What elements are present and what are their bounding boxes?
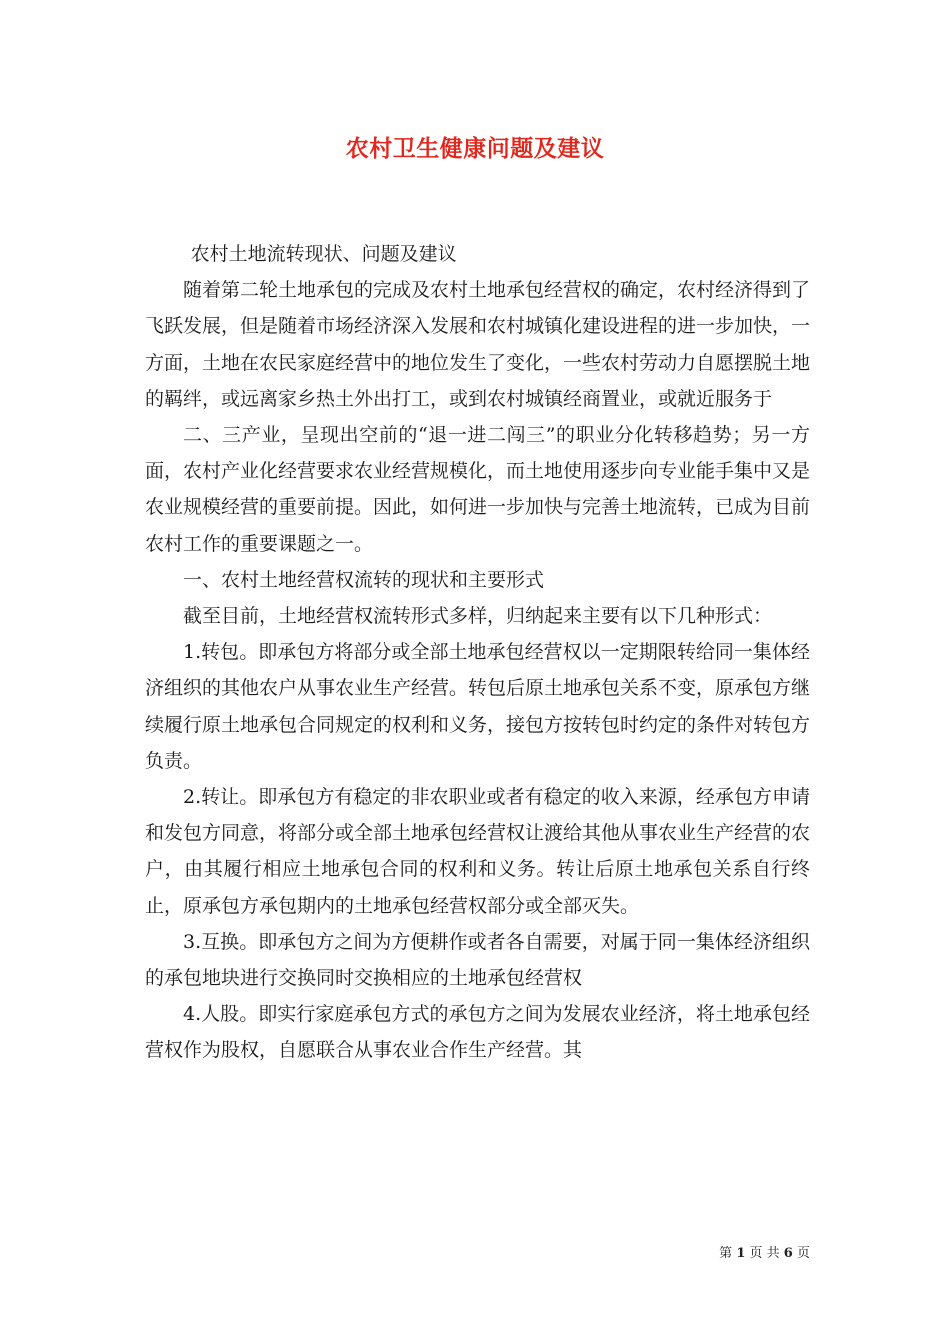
list-item: 4.人股。即实行家庭承包方式的承包方之间为发展农业经济，将土地承包经营权作为股权，自愿联合从事农业合作生产经营。其 bbox=[145, 1003, 810, 1062]
document-title: 农村卫生健康问题及建议 bbox=[345, 135, 605, 162]
subtitle-paragraph: 农村土地流转现状、问题及建议 bbox=[190, 243, 457, 265]
body-paragraph: 随着第二轮土地承包的完成及农村土地承包经营权的确定，农村经济得到了飞跃发展，但是随着市场经济深入发展和农村城镇化建设进程的进一步加快，一方面，土地在农民家庭经营中的地位发生了变化，一些农村劳动力自愿摆脱土地的羁绊，或远离家乡热土外出打工，或到农村城镇经商置业，或就近服务于 bbox=[145, 279, 811, 410]
footer-middle: 页 共 bbox=[749, 1246, 780, 1261]
list-item: 2.转让。即承包方有稳定的非农职业或者有稳定的收入来源，经承包方申请和发包方同意，将部分或全部土地承包经营权让渡给其他从事农业生产经营的农户，由其履行相应土地承包合同的权利和义务。转让后原土地承包关系自行终止，原承包方承包期内的土地承包经营权部分或全部灭失。 bbox=[145, 786, 811, 917]
document-body bbox=[145, 236, 810, 1069]
body-paragraph: 二、三产业，呈现出空前的“退一进二闯三”的职业分化转移趋势；另一方面，农村产业化经营要求农业经营规模化，而土地使用逐步向专业能手集中又是农业规模经营的重要前提。因此，如何进一步加快与完善土地流转，已成为目前农村工作的重要课题之一。 bbox=[145, 424, 811, 555]
current-page-number: 1 bbox=[736, 1246, 746, 1261]
section-heading: 一、农村土地经营权流转的现状和主要形式 bbox=[183, 568, 545, 591]
page-footer bbox=[719, 1244, 810, 1264]
list-item: 3.互换。即承包方之间为方便耕作或者各自需要，对属于同一集体经济组织的承包地块进行交换同时交换相应的土地承包经营权 bbox=[145, 930, 810, 990]
footer-prefix: 第 bbox=[719, 1246, 733, 1261]
total-pages-number: 6 bbox=[783, 1246, 793, 1261]
list-item: 1.转包。即承包方将部分或全部土地承包经营权以一定期限转给同一集体经济组织的其他农户从事农业生产经营。转包后原土地承包关系不变，原承包方继续履行原土地承包合同规定的权利和义务，接包方按转包时约定的条件对转包方负责。 bbox=[145, 641, 811, 772]
footer-suffix: 页 bbox=[796, 1246, 810, 1261]
body-paragraph: 截至目前，土地经营权流转形式多样，归纳起来主要有以下几种形式： bbox=[183, 605, 773, 628]
